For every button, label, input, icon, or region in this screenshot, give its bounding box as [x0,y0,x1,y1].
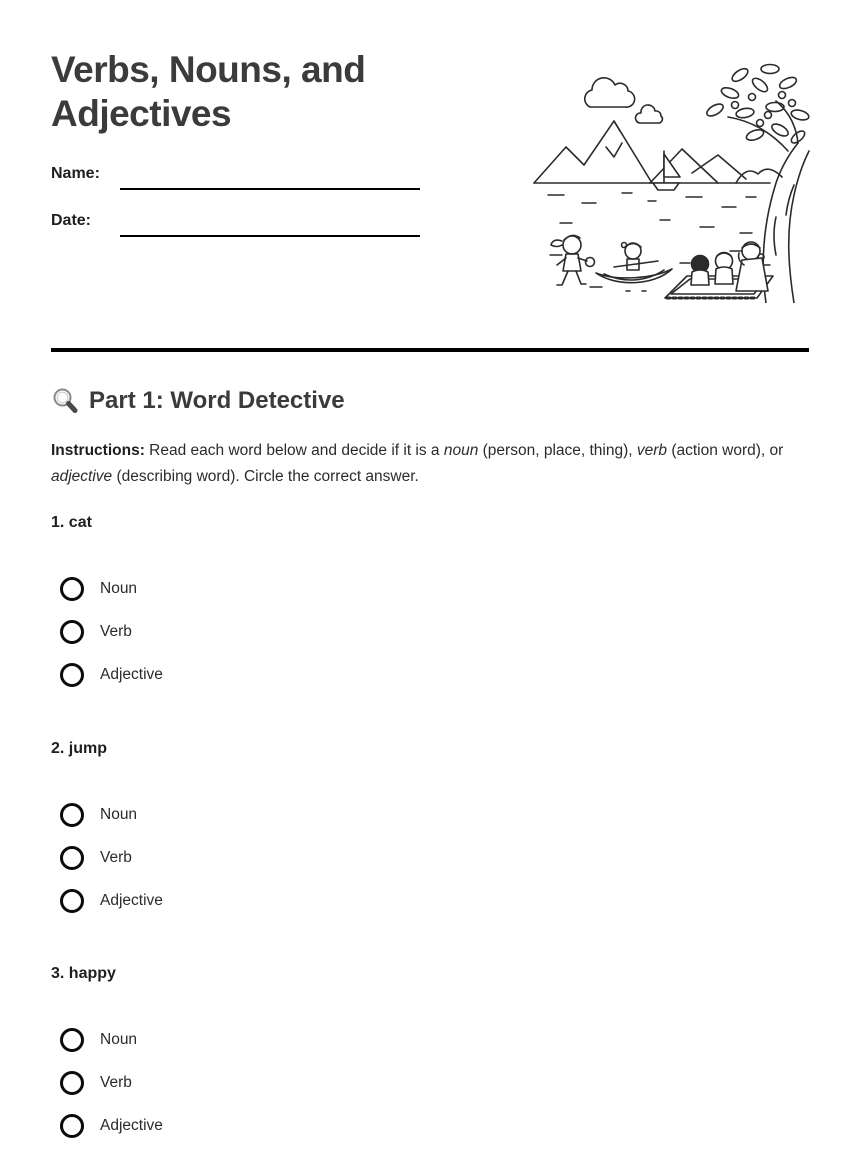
radio-circle[interactable] [60,1114,84,1138]
option-label: Verb [100,849,132,866]
sailboat-icon [653,151,680,190]
name-input-line[interactable] [120,188,420,190]
question-3-label: 3. happy [51,965,116,982]
question-1-label: 1. cat [51,514,92,531]
canoe-kid [596,243,672,292]
radio-circle[interactable] [60,577,84,601]
option-noun[interactable] [60,1028,791,1052]
option-label: Adjective [100,892,163,909]
radio-circle[interactable] [60,620,84,644]
option-verb[interactable] [60,1071,791,1095]
option-adjective[interactable] [60,663,791,687]
radio-circle[interactable] [60,1028,84,1052]
option-label: Verb [100,623,132,640]
option-noun[interactable] [60,803,791,827]
question-3-options [51,1028,791,1138]
option-label: Noun [100,806,138,823]
radio-circle[interactable] [60,846,84,870]
running-girl [551,235,595,285]
part1-heading [51,387,345,415]
radio-circle[interactable] [60,889,84,913]
option-adjective[interactable] [60,889,791,913]
lake-picnic-illustration [530,55,810,303]
radio-circle[interactable] [60,803,84,827]
option-label: Noun [100,580,138,597]
question-2-label: 2. jump [51,740,108,757]
question-2 [51,738,791,932]
option-noun[interactable] [60,577,791,601]
part1-heading-text: Part 1: Word Detective [89,387,345,414]
page-title: Verbs, Nouns, and Adjectives [51,49,366,134]
instructions-text: Instructions: Read each word below and decide if it is a noun (person, place, thing), verb (action word), or adjective (describing word). Circle the correct answer. [51,442,784,485]
name-label: Name: [51,165,100,182]
mountains [534,121,782,183]
option-label: Adjective [100,666,163,683]
option-label: Verb [100,1074,132,1091]
option-label: Noun [100,1031,138,1048]
radio-circle[interactable] [60,663,84,687]
instructions-label: Instructions: [51,442,145,459]
date-label: Date: [51,212,92,229]
option-label: Adjective [100,1117,163,1134]
cloud-icon [585,78,663,123]
radio-circle[interactable] [60,1071,84,1095]
question-1-options [51,577,791,687]
option-verb[interactable] [60,846,791,870]
question-2-options [51,803,791,913]
option-verb[interactable] [60,620,791,644]
date-input-line[interactable] [120,235,420,237]
option-adjective[interactable] [60,1114,791,1138]
question-3 [51,963,791,1157]
magnifying-glass-icon [51,387,79,415]
section-divider [51,348,809,352]
picnic-group [665,242,773,298]
question-1 [51,512,791,706]
